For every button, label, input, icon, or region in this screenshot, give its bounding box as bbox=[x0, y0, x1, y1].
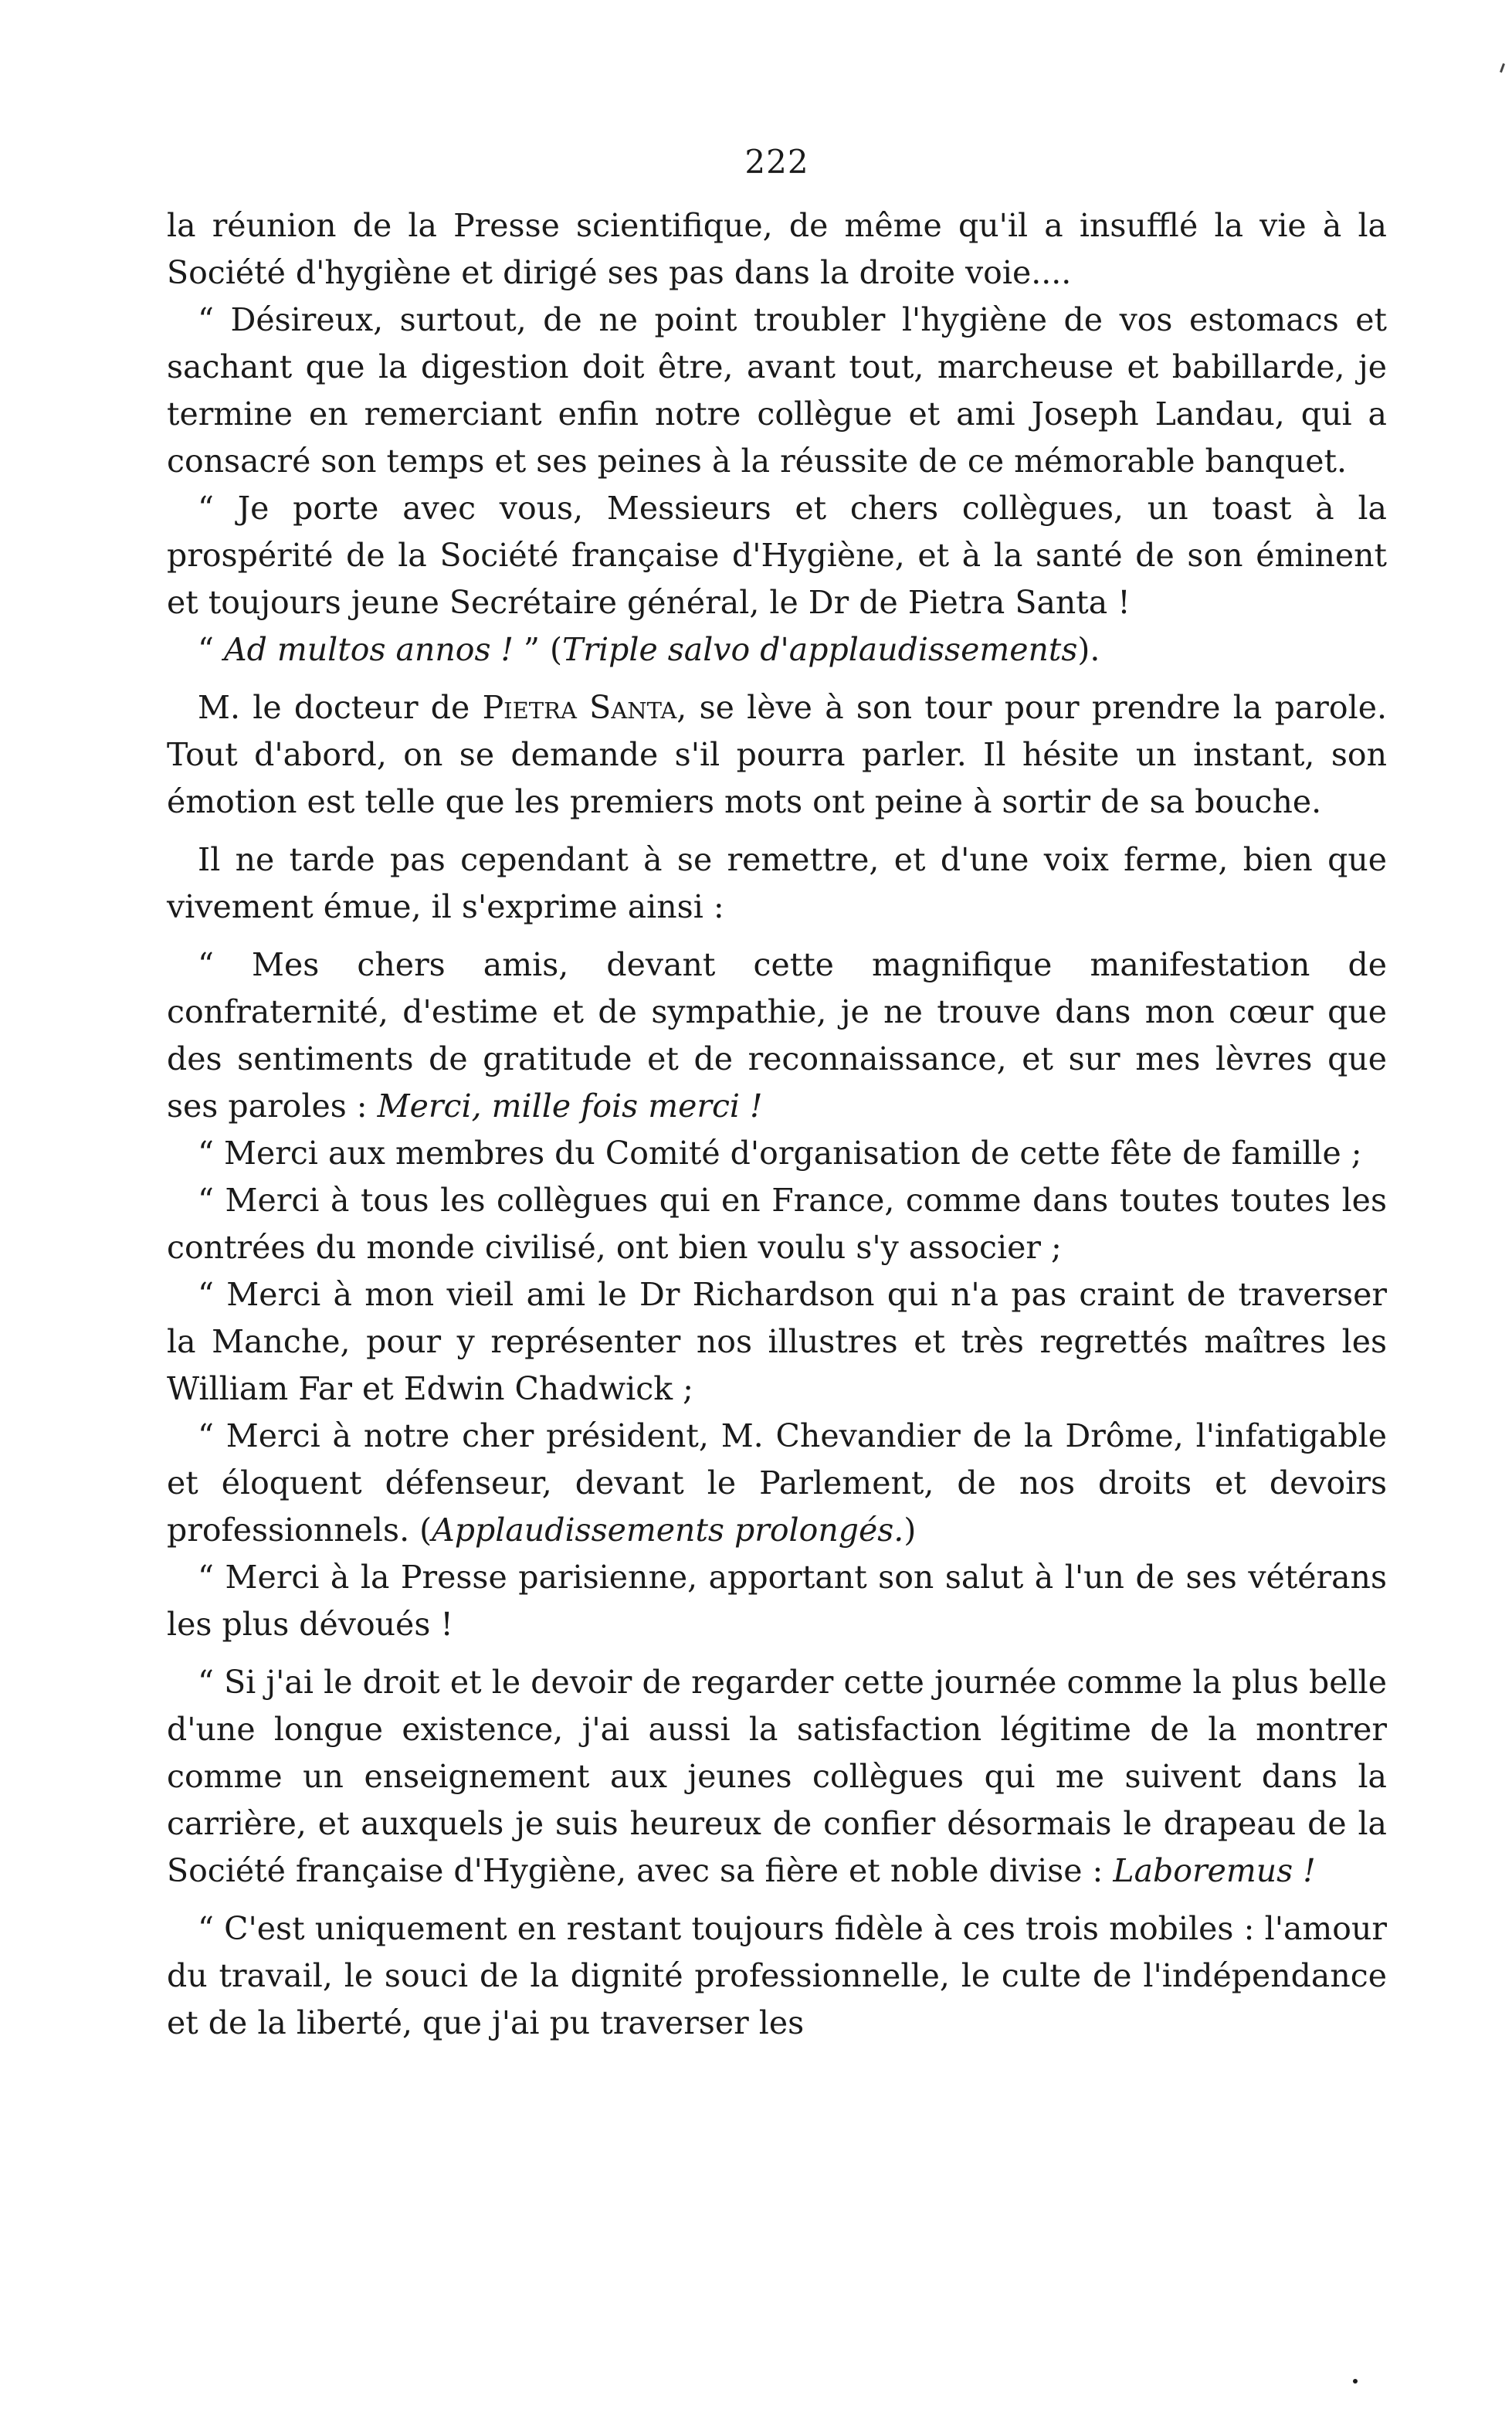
paragraph-8: “ Merci aux membres du Comité d'organisation de cette fête de famille ; bbox=[198, 1135, 1362, 1172]
paragraph-7 bbox=[167, 942, 1387, 1130]
page-number: 222 bbox=[744, 143, 809, 181]
paragraph-1: la réunion de la Presse scientifique, de même qu'il a insufflé la vie à la Société d'hygiène et dirigé ses pas dans la droite voie.... bbox=[167, 207, 1387, 291]
speaker-name: Pietra Santa bbox=[482, 689, 677, 726]
paragraph-11 bbox=[167, 1413, 1387, 1554]
paragraph-12: “ Merci à la Presse parisienne, apportant son salut à l'un de ses vétérans les plus dévoués ! bbox=[167, 1559, 1387, 1643]
quote-open: “ bbox=[198, 631, 224, 668]
motto: Laboremus ! bbox=[1113, 1852, 1316, 1889]
paragraph-13 bbox=[167, 1659, 1387, 1895]
p11-text: “ Merci à notre cher président, M. Chevandier de la Drôme, l'infatigable et éloquent défenseur, devant le Parlement, de nos droits et devoirs professionnels. ( bbox=[167, 1417, 1387, 1549]
applause-prolonged: Applaudissements prolongés. bbox=[432, 1512, 904, 1549]
paragraph-3: “ Je porte avec vous, Messieurs et chers collègues, un toast à la prospérité de la Société française d'Hygiène, et à la santé de son éminent et toujours jeune Secrétaire général, le Dr de Pietra Santa ! bbox=[167, 490, 1387, 621]
p5-rest: , se lève à son tour pour prendre la parole. Tout d'abord, on se demande s'il pourra parler. Il hésite un instant, son émotion est telle que les premiers mots ont peine à sortir de sa bouche. bbox=[167, 689, 1387, 820]
bottom-dot bbox=[1353, 2379, 1358, 2384]
quote-close: ” ( bbox=[514, 631, 563, 668]
p7-text: “ Mes chers amis, devant cette magnifique manifestation de confraternité, d'estime et de sympathie, je ne trouve dans mon cœur que des sentiments de gratitude et de reconnaissance, et sur mes lèvres que ses paroles : bbox=[167, 946, 1387, 1125]
applause-note: Triple salvo d'applaudissements bbox=[562, 631, 1078, 668]
p13-text: “ Si j'ai le droit et le devoir de regarder cette journée comme la plus belle d'une longue existence, j'ai aussi la satisfaction légitime de la montrer comme un enseignement aux jeunes collègues qui me suivent dans la carrière, et auxquels je suis heureux de confier désormais le drapeau de la Société française d'Hygiène, avec sa fière et noble divise : bbox=[167, 1664, 1387, 1889]
p5-lead: M. le docteur de bbox=[198, 689, 483, 726]
paren-close: ). bbox=[1077, 631, 1100, 668]
ad-multos-annos: Ad multos annos ! bbox=[224, 631, 514, 668]
paragraph-14: “ C'est uniquement en restant toujours fidèle à ces trois mobiles : l'amour du travail, le souci de la dignité professionnelle, le culte de l'indépendance et de la liberté, que j'ai pu traverser les bbox=[167, 1910, 1387, 2041]
merci-phrase: Merci, mille fois merci ! bbox=[377, 1087, 763, 1125]
paragraph-10: “ Merci à mon vieil ami le Dr Richardson qui n'a pas craint de traverser la Manche, pour y représenter nos illustres et très regrettés maîtres les William Far et Edwin Chadwick ; bbox=[167, 1276, 1387, 1407]
paragraph-9: “ Merci à tous les collègues qui en France, comme dans toutes toutes les contrées du monde civilisé, ont bien voulu s'y associer ; bbox=[167, 1182, 1387, 1266]
paragraph-4 bbox=[167, 626, 1387, 674]
paragraph-6: Il ne tarde pas cependant à se remettre, et d'une voix ferme, bien que vivement émue, il s'exprime ainsi : bbox=[167, 841, 1387, 925]
page-body bbox=[167, 139, 1387, 2047]
paragraph-2: “ Désireux, surtout, de ne point troubler l'hygiène de vos estomacs et sachant que la digestion doit être, avant tout, marcheuse et babillarde, je termine en remerciant enfin notre collègue et ami Joseph Landau, qui a consacré son temps et ses peines à la réussite de ce mémorable banquet. bbox=[167, 301, 1387, 480]
paragraph-5 bbox=[167, 684, 1387, 826]
margin-mark bbox=[1500, 63, 1505, 73]
p11-close: ) bbox=[903, 1512, 917, 1549]
